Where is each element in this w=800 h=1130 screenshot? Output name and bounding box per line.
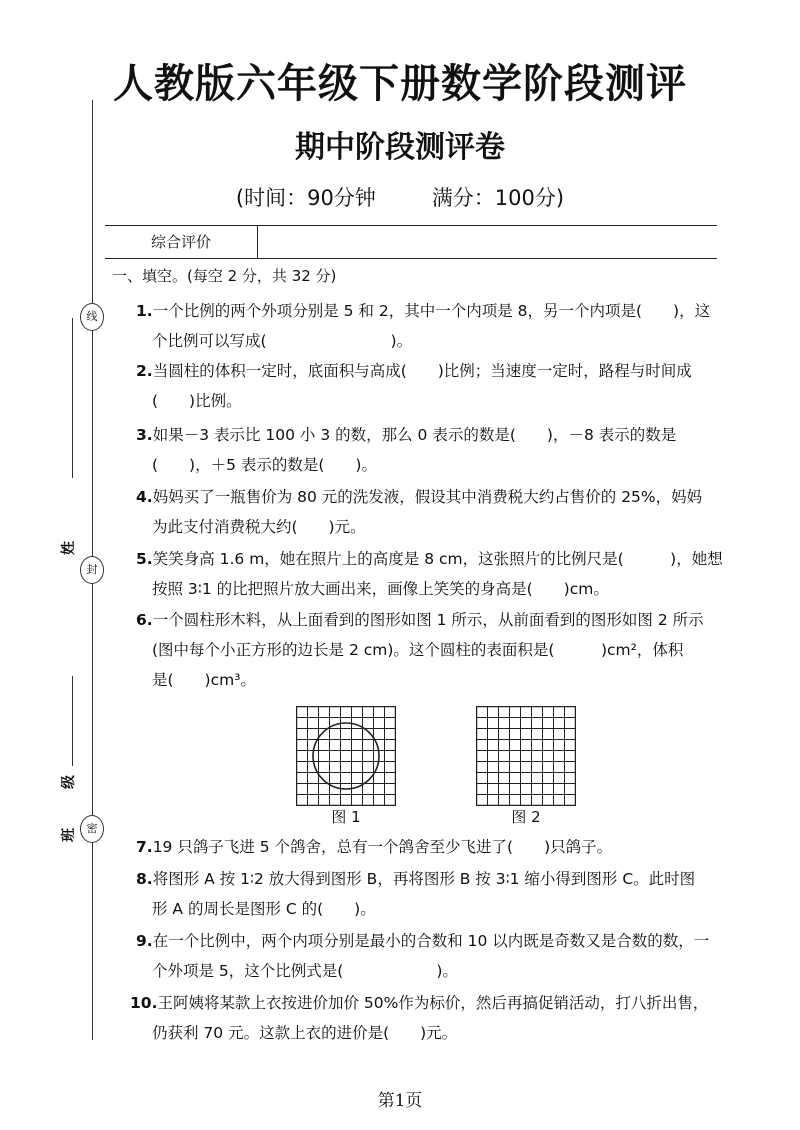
question-text: 王阿姨将某款上衣按进价加价 50%作为标价，然后再搞促销活动，打八折出售， bbox=[157, 994, 709, 1012]
time-info: (时间：90分钟 bbox=[235, 186, 376, 210]
class-write-line bbox=[72, 676, 73, 766]
name-label: 姓 bbox=[61, 541, 77, 555]
question-number: 3. bbox=[136, 426, 153, 444]
question-text-cont: 个比例可以写成( )。 bbox=[152, 332, 413, 350]
page-title: 人教版六年级下册数学阶段测评 bbox=[113, 61, 687, 107]
evaluation-label: 综合评价 bbox=[105, 226, 258, 258]
question-number: 4. bbox=[136, 488, 153, 506]
question-7 bbox=[136, 832, 724, 862]
question-text-cont: 是( )cm³。 bbox=[152, 671, 256, 689]
figure-2-grid bbox=[476, 706, 576, 806]
question-text: 妈妈买了一瓶售价为 80 元的洗发液，假设其中消费税大约占售价的 25%，妈妈 bbox=[152, 488, 703, 506]
score-info: 满分：100分) bbox=[431, 186, 565, 210]
question-text: 在一个比例中，两个内项分别是最小的合数和 10 以内既是奇数又是合数的数，一 bbox=[152, 932, 710, 950]
question-text-cont: (图中每个小正方形的边长是 2 cm)。这个圆柱的表面积是( )cm²，体积 bbox=[152, 641, 684, 659]
binding-circle-bottom: 密 bbox=[80, 815, 104, 843]
binding-circle-mid: 封 bbox=[80, 556, 104, 584]
question-text-cont: ( )，＋5 表示的数是( )。 bbox=[152, 456, 377, 474]
question-6 bbox=[136, 605, 724, 695]
question-10 bbox=[130, 988, 724, 1048]
question-number: 9. bbox=[136, 932, 153, 950]
question-number: 5. bbox=[136, 550, 153, 568]
question-text-cont: 仍获利 70 元。这款上衣的进价是( )元。 bbox=[152, 1024, 458, 1042]
question-text: 如果－3 表示比 100 小 3 的数，那么 0 表示的数是( )，－8 表示的数是 bbox=[152, 426, 677, 444]
question-text-cont: 为此支付消费税大约( )元。 bbox=[152, 518, 366, 536]
question-5 bbox=[136, 544, 724, 604]
question-2 bbox=[136, 356, 724, 416]
question-8 bbox=[136, 864, 724, 924]
question-3 bbox=[136, 420, 724, 480]
question-text: 将图形 A 按 1∶2 放大得到图形 B，再将图形 B 按 3∶1 缩小得到图形 C。此时图 bbox=[152, 870, 696, 888]
question-text: 笑笑身高 1.6 m，她在照片上的高度是 8 cm，这张照片的比例尺是( )，她想 bbox=[152, 550, 723, 568]
section-title: 一、填空。(每空 2 分，共 32 分) bbox=[112, 267, 337, 285]
circle-top-view bbox=[313, 723, 379, 789]
question-9 bbox=[136, 926, 724, 986]
name-write-line bbox=[72, 318, 73, 478]
class-label-2: 级 bbox=[61, 775, 77, 789]
question-text-cont: 按照 3∶1 的比把照片放大画出来，画像上笑笑的身高是( )cm。 bbox=[152, 580, 609, 598]
question-text: 当圆柱的体积一定时，底面积与高成( )比例；当速度一定时，路程与时间成 bbox=[152, 362, 692, 380]
question-1 bbox=[136, 296, 724, 356]
exam-subtitle: 期中阶段测评卷 bbox=[295, 130, 505, 165]
page-number: 第1页 bbox=[377, 1091, 423, 1111]
class-label-1: 班 bbox=[61, 828, 77, 842]
question-number: 6. bbox=[136, 611, 153, 629]
question-text: 一个比例的两个外项分别是 5 和 2，其中一个内项是 8，另一个内项是( )，这 bbox=[152, 302, 711, 320]
question-4 bbox=[136, 482, 724, 542]
question-number: 7. bbox=[136, 838, 153, 856]
question-number: 10. bbox=[130, 994, 158, 1012]
question-text-cont: 个外项是 5，这个比例式是( )。 bbox=[152, 962, 458, 980]
evaluation-box bbox=[105, 225, 717, 259]
figure-1-grid bbox=[296, 706, 396, 806]
binding-circle-top: 线 bbox=[80, 303, 104, 331]
exam-time-score bbox=[0, 182, 800, 212]
question-number: 1. bbox=[136, 302, 153, 320]
question-text-cont: ( )比例。 bbox=[152, 392, 242, 410]
question-text: 19 只鸽子飞进 5 个鸽舍，总有一个鸽舍至少飞进了( )只鸽子。 bbox=[152, 838, 613, 856]
question-text-cont: 形 A 的周长是图形 C 的( )。 bbox=[152, 900, 376, 918]
figure-2-caption: 图 2 bbox=[511, 808, 541, 826]
question-number: 2. bbox=[136, 362, 153, 380]
question-number: 8. bbox=[136, 870, 153, 888]
figure-1-caption: 图 1 bbox=[331, 808, 361, 826]
question-text: 一个圆柱形木料，从上面看到的图形如图 1 所示，从前面看到的图形如图 2 所示 bbox=[152, 611, 704, 629]
